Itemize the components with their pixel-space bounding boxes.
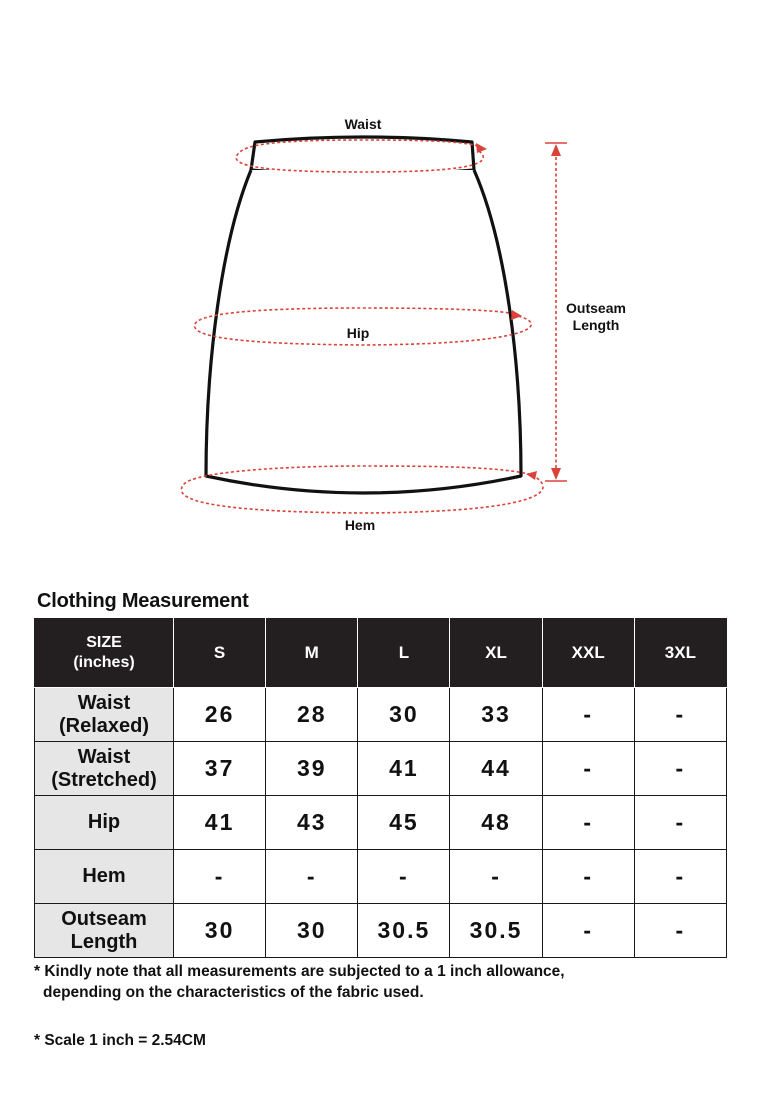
table-row-waist-stretched xyxy=(35,742,727,796)
table-title: Clothing Measurement xyxy=(37,590,249,612)
table-cell: - xyxy=(634,688,726,742)
table-cell: 39 xyxy=(266,742,358,796)
table-cell: 44 xyxy=(450,742,542,796)
outseam-label-line2: Length xyxy=(572,317,620,333)
table-cell: 43 xyxy=(266,796,358,850)
hip-label: Hip xyxy=(346,325,370,341)
allowance-note xyxy=(34,961,734,1003)
table-cell: 30.5 xyxy=(358,904,450,958)
table-cell: 37 xyxy=(174,742,266,796)
waist-arrow-icon xyxy=(476,143,487,153)
table-cell: 30 xyxy=(266,904,358,958)
table-cell: - xyxy=(634,850,726,904)
table-row-hip xyxy=(35,796,727,850)
table-cell: - xyxy=(542,742,634,796)
table-cell: 30 xyxy=(358,688,450,742)
table-cell: - xyxy=(450,850,542,904)
table-cell: - xyxy=(542,688,634,742)
table-cell: 26 xyxy=(174,688,266,742)
size-header-s: S xyxy=(174,619,266,688)
row-label: Waist (Relaxed) xyxy=(35,688,174,742)
table-cell: 30 xyxy=(174,904,266,958)
row-label: Hem xyxy=(35,850,174,904)
table-header-row xyxy=(35,619,727,688)
hem-label: Hem xyxy=(344,517,376,533)
table-cell: 45 xyxy=(358,796,450,850)
size-header-l: L xyxy=(358,619,450,688)
table-row-outseam-length xyxy=(35,904,727,958)
row-label: Waist (Stretched) xyxy=(35,742,174,796)
table-cell: - xyxy=(266,850,358,904)
allowance-note-line2: depending on the characteristics of the fabric used. xyxy=(43,984,424,1001)
table-cell: - xyxy=(542,850,634,904)
waist-label: Waist xyxy=(344,116,382,132)
table-cell: 41 xyxy=(358,742,450,796)
outseam-label-line1: Outseam xyxy=(566,300,626,316)
table-cell: - xyxy=(634,742,726,796)
row-label: Outseam Length xyxy=(35,904,174,958)
table-cell: - xyxy=(634,904,726,958)
size-header-xl: XL xyxy=(450,619,542,688)
table-cell: 28 xyxy=(266,688,358,742)
table-cell: 33 xyxy=(450,688,542,742)
scale-note: * Scale 1 inch = 2.54CM xyxy=(34,1032,206,1049)
size-chart-table xyxy=(34,618,727,958)
allowance-note-line1: * Kindly note that all measurements are subjected to a 1 inch allowance, xyxy=(34,963,565,980)
outseam-down-arrow-icon xyxy=(551,468,561,480)
table-cell: 41 xyxy=(174,796,266,850)
table-cell: - xyxy=(174,850,266,904)
table-cell: 30.5 xyxy=(450,904,542,958)
outseam-up-arrow-icon xyxy=(551,144,561,156)
table-cell: 48 xyxy=(450,796,542,850)
table-row-waist-relaxed xyxy=(35,688,727,742)
size-header-m: M xyxy=(266,619,358,688)
table-cell: - xyxy=(542,904,634,958)
size-unit-header: SIZE (inches) xyxy=(35,619,174,688)
row-label: Hip xyxy=(35,796,174,850)
hip-arrow-icon xyxy=(511,310,522,320)
size-header-3xl: 3XL xyxy=(634,619,726,688)
table-cell: - xyxy=(358,850,450,904)
table-cell: - xyxy=(542,796,634,850)
table-cell: - xyxy=(634,796,726,850)
table-row-hem xyxy=(35,850,727,904)
hem-arrow-icon xyxy=(526,471,537,480)
size-header-xxl: XXL xyxy=(542,619,634,688)
